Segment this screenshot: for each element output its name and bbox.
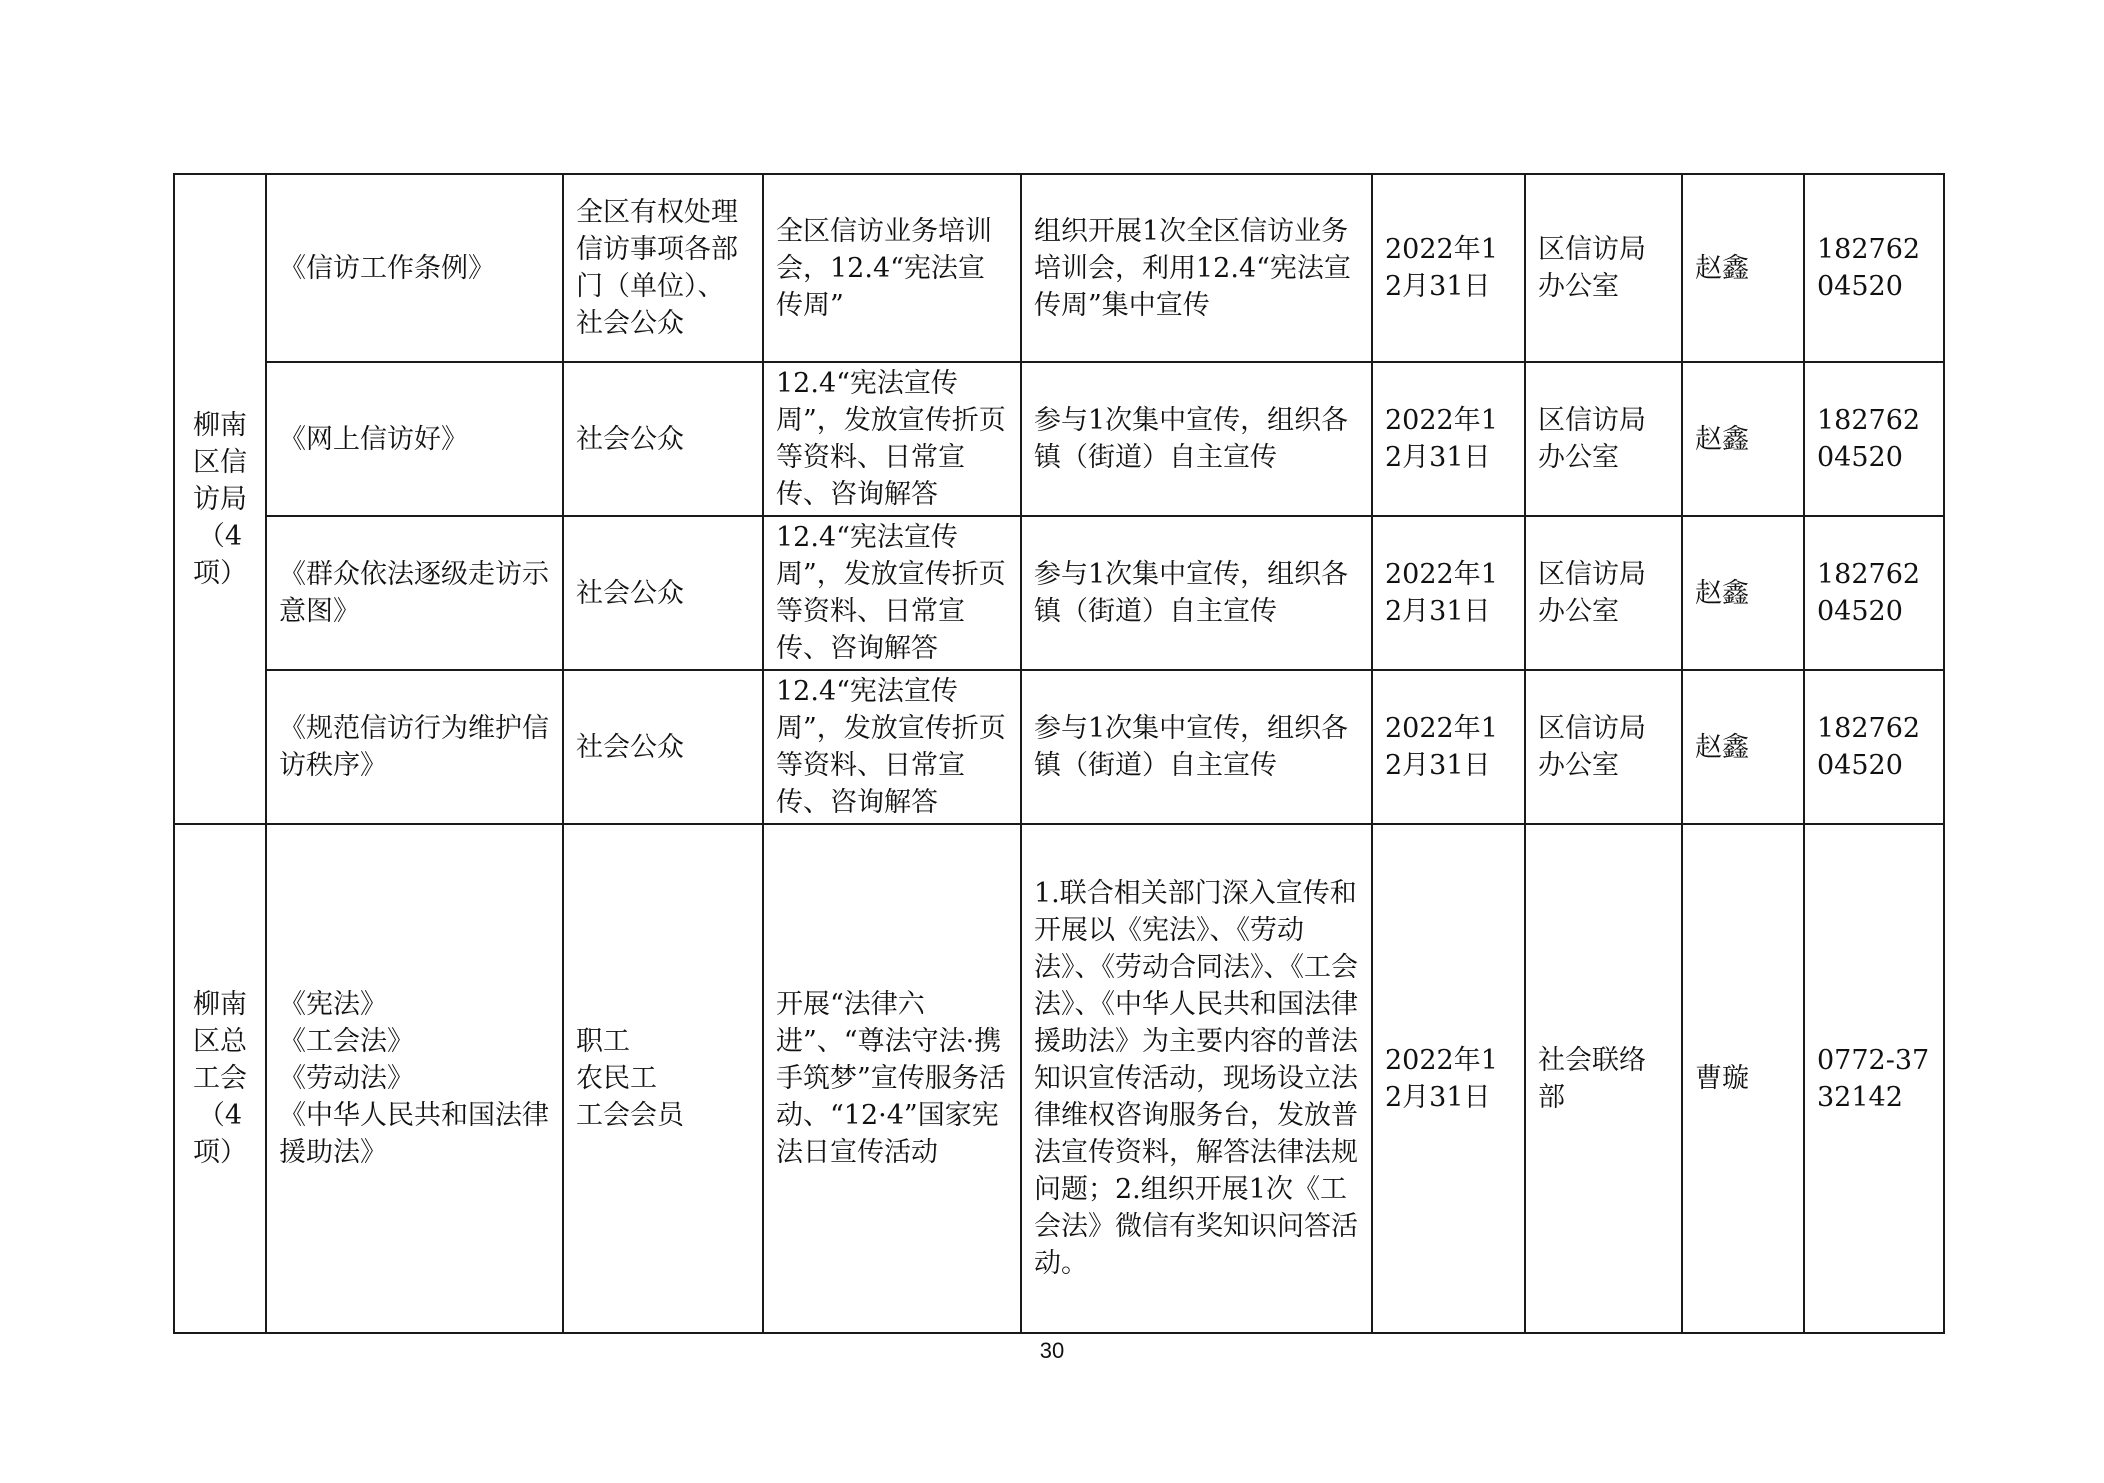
unit-cell: 区信访局办公室 [1525,516,1682,670]
table-row [174,824,1944,1333]
form-cell: 12.4“宪法宣传周”，发放宣传折页等资料、日常宣传、咨询解答 [763,670,1021,824]
phone-cell: 18276204520 [1804,174,1944,362]
table-row [174,670,1944,824]
measure-cell: 参与1次集中宣传，组织各镇（街道）自主宣传 [1021,362,1372,516]
law-cell: 《群众依法逐级走访示意图》 [266,516,563,670]
deadline-cell: 2022年12月31日 [1372,362,1525,516]
dept-cell: 柳南区信访局（4项） [174,174,266,824]
publicity-plan-table [173,173,1945,1334]
person-cell: 赵鑫 [1682,516,1804,670]
table-row [174,516,1944,670]
deadline-cell: 2022年12月31日 [1372,516,1525,670]
unit-cell: 区信访局办公室 [1525,362,1682,516]
deadline-cell: 2022年12月31日 [1372,174,1525,362]
person-cell: 曹璇 [1682,824,1804,1333]
target-cell: 社会公众 [563,670,763,824]
phone-cell: 18276204520 [1804,670,1944,824]
deadline-cell: 2022年12月31日 [1372,670,1525,824]
form-cell: 12.4“宪法宣传周”，发放宣传折页等资料、日常宣传、咨询解答 [763,362,1021,516]
phone-cell: 0772-3732142 [1804,824,1944,1333]
form-cell: 12.4“宪法宣传周”，发放宣传折页等资料、日常宣传、咨询解答 [763,516,1021,670]
person-cell: 赵鑫 [1682,670,1804,824]
page-number: 30 [1039,1338,1065,1363]
person-cell: 赵鑫 [1682,174,1804,362]
target-cell: 社会公众 [563,362,763,516]
target-cell: 全区有权处理信访事项各部门（单位）、社会公众 [563,174,763,362]
person-cell: 赵鑫 [1682,362,1804,516]
form-cell: 全区信访业务培训会，12.4“宪法宣传周” [763,174,1021,362]
measure-cell: 参与1次集中宣传，组织各镇（街道）自主宣传 [1021,516,1372,670]
unit-cell: 区信访局办公室 [1525,670,1682,824]
measure-cell: 参与1次集中宣传，组织各镇（街道）自主宣传 [1021,670,1372,824]
law-cell: 《网上信访好》 [266,362,563,516]
dept-cell: 柳南区总工会（4项） [174,824,266,1333]
deadline-cell: 2022年12月31日 [1372,824,1525,1333]
measure-cell: 1.联合相关部门深入宣传和开展以《宪法》、《劳动法》、《劳动合同法》、《工会法》、《中华人民共和国法律援助法》为主要内容的普法知识宣传活动，现场设立法律维权咨询服务台，发放普法宣传资料，解答法律法规问题；2.组织开展1次《工会法》微信有奖知识问答活动。 [1021,824,1372,1333]
table-row [174,362,1944,516]
phone-cell: 18276204520 [1804,516,1944,670]
law-cell: 《规范信访行为维护信访秩序》 [266,670,563,824]
phone-cell: 18276204520 [1804,362,1944,516]
unit-cell: 社会联络部 [1525,824,1682,1333]
law-cell: 《宪法》 《工会法》 《劳动法》 《中华人民共和国法律援助法》 [266,824,563,1333]
target-cell: 社会公众 [563,516,763,670]
target-cell: 职工 农民工 工会会员 [563,824,763,1333]
table-row [174,174,1944,362]
form-cell: 开展“法律六进”、“尊法守法·携手筑梦”宣传服务活动、“12·4”国家宪法日宣传活动 [763,824,1021,1333]
unit-cell: 区信访局办公室 [1525,174,1682,362]
measure-cell: 组织开展1次全区信访业务培训会，利用12.4“宪法宣传周”集中宣传 [1021,174,1372,362]
law-cell: 《信访工作条例》 [266,174,563,362]
